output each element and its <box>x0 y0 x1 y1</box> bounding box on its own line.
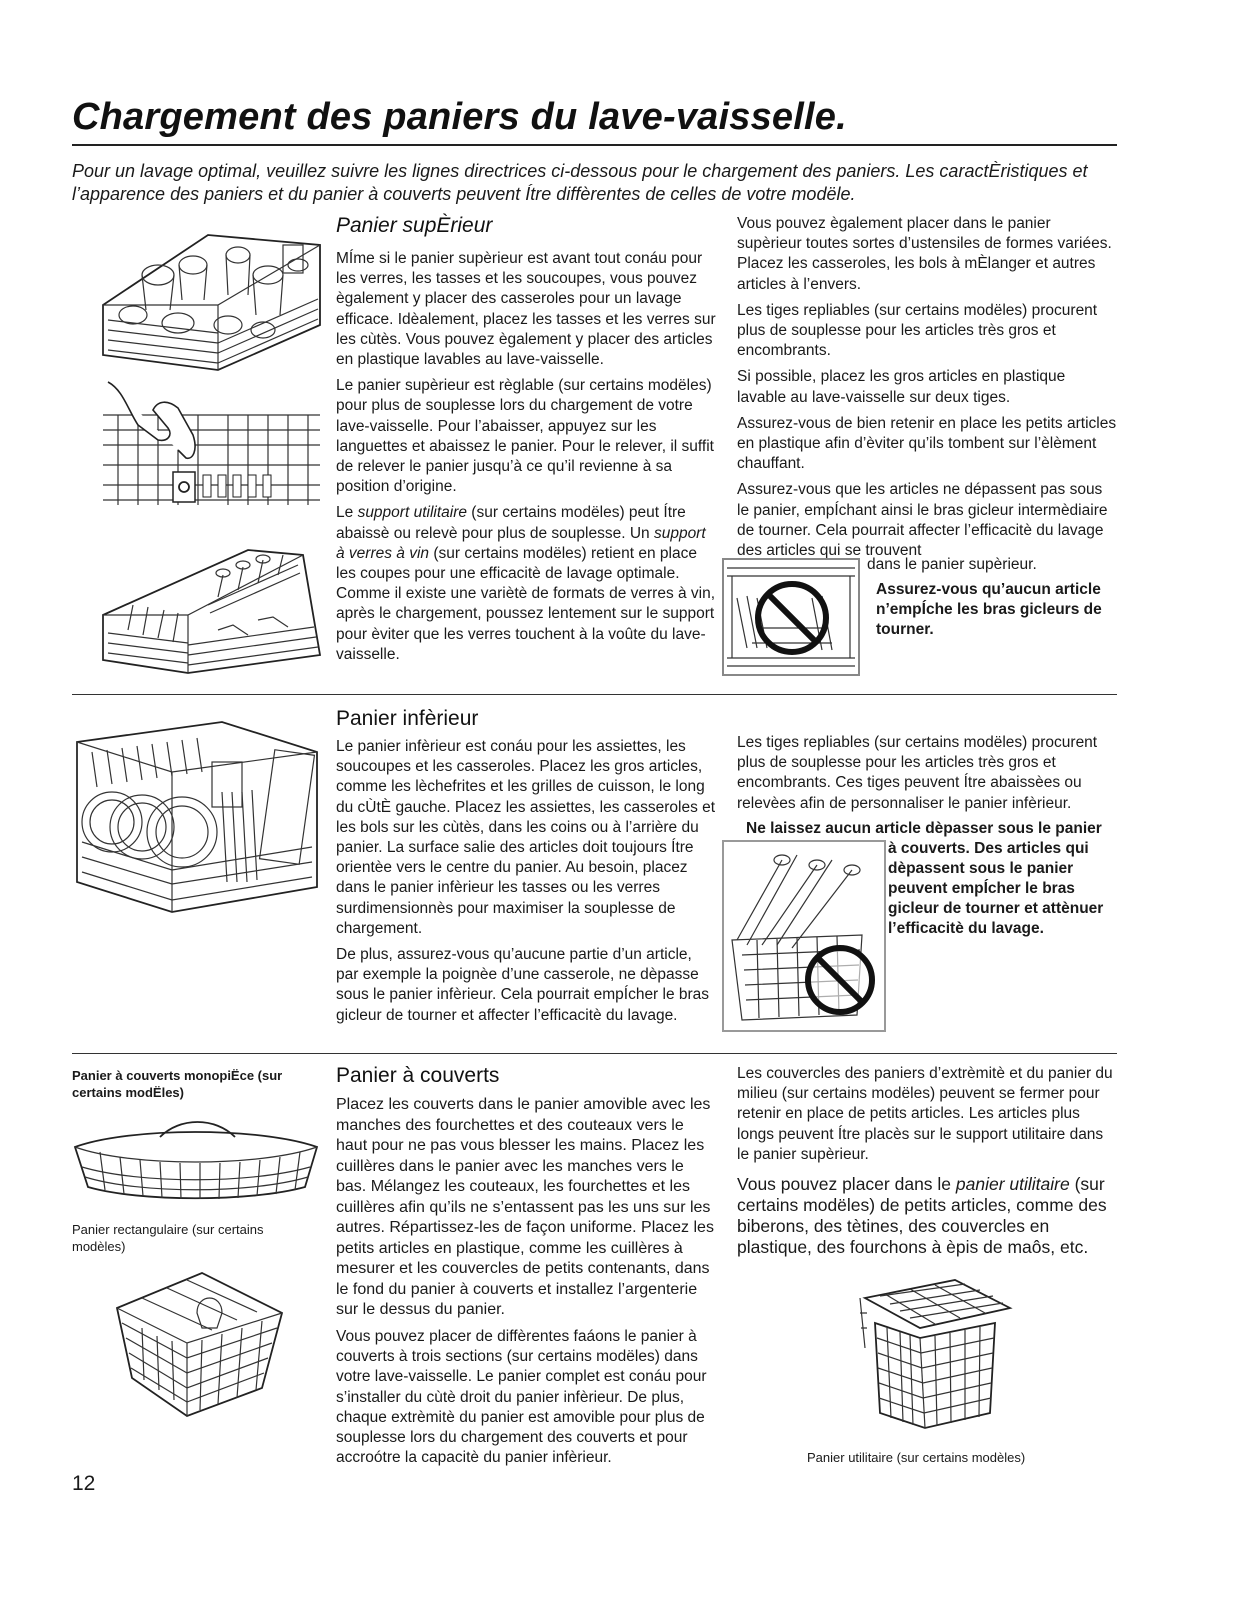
lower-right-column <box>737 733 1117 820</box>
upper-right-column <box>737 214 1117 561</box>
text-run: Vous pouvez placer dans le <box>737 1174 956 1194</box>
upper-warning: Assurez-vous qu’aucun article n’empÍche les bras gicleurs de tourner. <box>876 581 1102 638</box>
cutlery-heading: Panier à couverts <box>336 1064 500 1087</box>
cutlery-caption-one-piece: Panier à couverts monopiËce (sur certains modËles) <box>72 1068 283 1100</box>
support-utilitaire-emphasis: support utilitaire <box>357 504 467 522</box>
lower-rack-illustration <box>72 712 322 917</box>
cutlery-left-column <box>336 1095 718 1327</box>
page-title: Chargement des paniers du lave-vaisselle. <box>72 96 847 138</box>
upper-right-paragraph-3: Si possible, placez les gros articles en plastique lavable au lave-vaisselle sur deux tiges. <box>737 368 1066 406</box>
upper-left-column <box>336 249 716 671</box>
cutlery-right-paragraph-1: Les couvercles des paniers d’extrèmitè et du panier du milieu (sur certains modëles) peuvent se fermer pour retenir en place de petits articles. Les articles plus longs peuvent Ítre placès sur le support utilitaire dans le panier supèrieur. <box>737 1065 1113 1163</box>
upper-heading: Panier supÈrieur <box>336 214 493 237</box>
cutlery-paragraph-2: Vous pouvez placer de diffèrentes faáons le panier à couverts à trois sections (sur certains modëles) dans votre lave-vaisselle. Le panier complet est conáu pour s’installer du cùtè droit du panier infèrieur. De plus, chaque extrèmitè du panier est amovible pour plus de souplesse lors du chargement des couverts et pour accroótre la capacitè du panier infèrieur. <box>336 1328 707 1467</box>
utility-basket-emphasis: panier utilitaire <box>955 1174 1070 1194</box>
cutlery-paragraph-1: Placez les couverts dans le panier amovible avec les manches des fourchettes et des couteaux vers le haut pour ne pas vous blesser les mains. Placez les cuillères dans le panier avec les manches vers le bas. Mélangez les couteaux, les fourchettes et les cuillères afin qu’ils ne s’entassent pas les uns sur les autres. Répartissez-les de façon uniforme. Placez les petits articles en plastique, comme les cuillères à mesurer et les couvercles de petits contenants, dans le fond du panier à couverts et installez l’argenterie sur le dessus du panier. <box>336 1096 714 1318</box>
wine-rack-emphasis: support à verres à vin <box>336 524 706 562</box>
cutlery-blocking-icon <box>722 840 886 1032</box>
text-run: (sur certains modëles) retient en place les coupes pour une efficacitè de lavage optimale. Comme il existe une variètè de formats de verres à vin, après le chargement, poussez lentement sur le support pour èviter que les verres touchent à la voûte du lave-vaisselle. <box>336 544 716 663</box>
text-run: (sur certains modëles) peut Ítre abaissè ou relevè pour plus de souplesse. Un <box>336 504 686 542</box>
cutlery-right-column <box>737 1064 1117 1171</box>
cutlery-caption-rectangular: Panier rectangulaire (sur certains modèles) <box>72 1222 264 1254</box>
cutlery-right-column-2 <box>737 1174 1117 1264</box>
utility-basket-caption: Panier utilitaire (sur certains modèles) <box>807 1450 1026 1465</box>
lower-left-column <box>336 737 716 1032</box>
rectangular-basket-illustration <box>112 1268 287 1418</box>
lower-heading: Panier infèrieur <box>336 707 479 730</box>
lower-right-paragraph-1: Les tiges repliables (sur certains modëles) procurent plus de souplesse pour les articles très gros et encombrants. Ces tiges peuvent Ítre abaissèes ou relevèes afin de personnaliser le panier infèrieur. <box>737 734 1098 812</box>
intro-text: Pour un lavage optimal, veuillez suivre les lignes directrices ci-dessous pour le chargement des paniers. Les caractÈristiques et l’apparence des paniers et du panier à couverts peuvent Ítre diffèrentes de celles de votre modële. <box>72 161 1088 204</box>
lower-warning-rest: à couverts. Des articles qui dèpassent sous le panier peuvent empÍcher le bras gicleur de tourner et attènuer l’efficacitè du lavage. <box>888 840 1104 937</box>
upper-right-paragraph-5-end: dans le panier supèrieur. <box>867 556 1037 573</box>
upper-paragraph-1: MÍme si le panier supèrieur est avant tout conáu pour les verres, les tasses et les soucoupes, vous pouvez ègalement y placer des casseroles pour un lavage efficace. Idèalement, placez les tasses et les verres sur les cùtès. Vous pouvez ègalement y placer des articles en plastique lavables au lave-vaisselle. <box>336 250 716 369</box>
text-run: (sur certains modëles) de petits articles, comme des biberons, des tètines, des couvercles en plastique, des fourchons à èpis de maôs, etc. <box>737 1174 1107 1257</box>
lower-paragraph-2: De plus, assurez-vous qu’aucune partie d’un article, par exemple la poignèe d’une casserole, ne dèpasse sous le panier infèrieur. Cela pourrait empÍcher le bras gicleur de tourner et affecter l’efficacitè du lavage. <box>336 946 710 1024</box>
page-number: 12 <box>72 1472 96 1495</box>
upper-paragraph-3 <box>336 503 716 665</box>
cutlery-left-column-2 <box>336 1327 716 1474</box>
upper-right-paragraph-5: Assurez-vous que les articles ne dépassent pas sous le panier, empÍchant ainsi le bras gicleur intermèdiaire de tourner. Cela pourrait affecter l’efficacitè du lavage des articles qui se trouvent <box>737 481 1108 560</box>
text-run: Le <box>336 504 358 522</box>
title-rule <box>72 144 1117 146</box>
upper-right-paragraph-1: Vous pouvez ègalement placer dans le panier supèrieur toutes sortes d’ustensiles de formes variées. Placez les casseroles, les bols à mÈlanger et autres articles à l’envers. <box>737 215 1112 293</box>
upper-rack-illustration <box>98 215 326 375</box>
upper-right-paragraph-4: Assurez-vous de bien retenir en place les petits articles en plastique afin d’èviter qu’ils tombent sur l’èlèment chauffant. <box>737 414 1117 473</box>
section-divider-2 <box>72 1053 1117 1054</box>
utility-basket-illustration <box>855 1278 1015 1430</box>
wine-rack-illustration <box>98 535 326 675</box>
section-divider-1 <box>72 694 1117 695</box>
upper-right-paragraph-2: Les tiges repliables (sur certains modëles) procurent plus de souplesse pour les articles très gros et encombrants. <box>737 301 1098 360</box>
cutlery-right-paragraph-2 <box>737 1174 1117 1258</box>
upper-paragraph-2: Le panier supèrieur est règlable (sur certains modëles) pour plus de souplesse lors du chargement de votre lave-vaisselle. Pour l’abaisser, appuyez sur les languettes et abaissez le panier. Pour le relever, il suffit de relever le panier jusqu’à ce qu’il revienne à sa position d’origine. <box>336 377 714 496</box>
rack-adjuster-illustration <box>98 380 326 510</box>
one-piece-basket-illustration <box>70 1112 322 1204</box>
lower-paragraph-1: Le panier infèrieur est conáu pour les assiettes, les soucoupes et les casseroles. Placez les gros articles, comme les lèchefrites et les grilles de cuisson, le long du cÙtÈ gauche. Placez les assiettes, les casseroles et les bols sur les cùtès, dans les coins ou à l’arrière du panier. La surface salie des articles doit toujours Ítre orientèe vers le centre du panier. Au besoin, placez dans le panier infèrieur les tasses ou les verres surdimensionnès pour maximiser la souplesse de chargement. <box>336 738 716 937</box>
lower-warning-line-1: Ne laissez aucun article dèpasser sous le panier <box>746 820 1102 837</box>
no-blocking-spray-arm-icon <box>722 558 860 676</box>
